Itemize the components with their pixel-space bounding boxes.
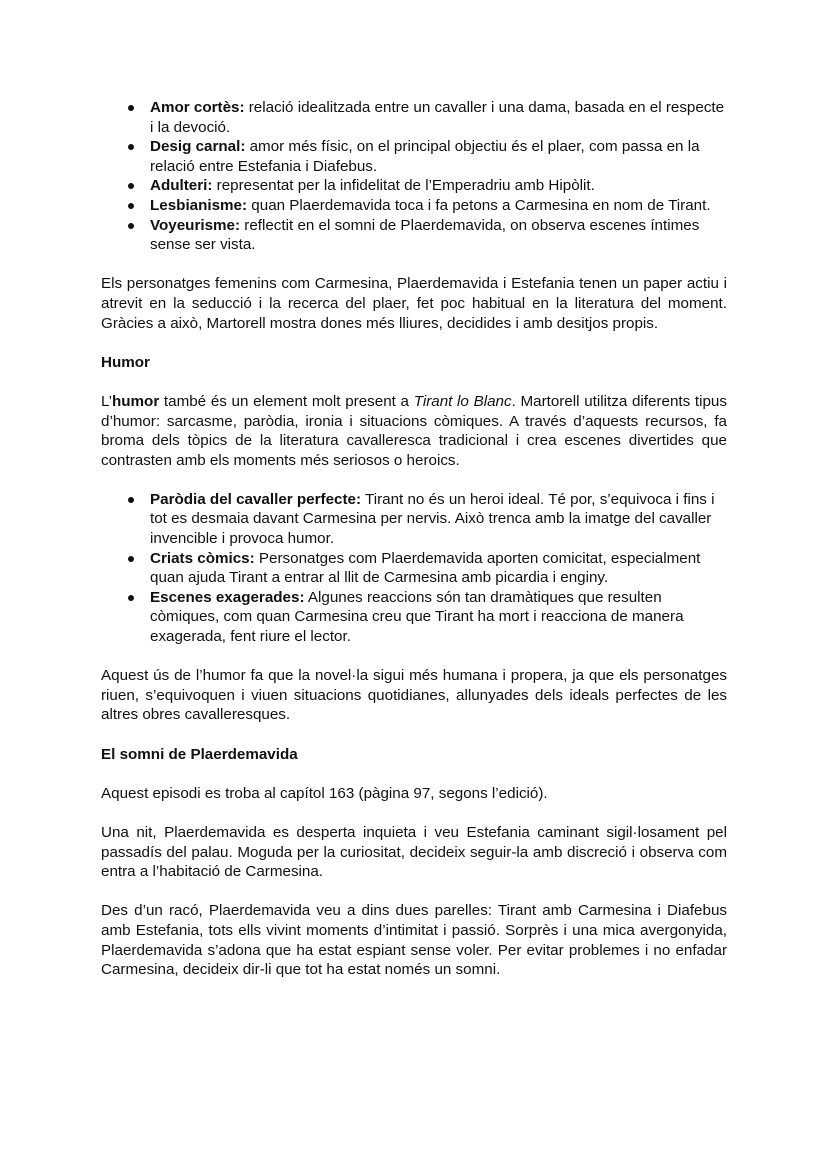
list-text: Personatges com Plaerdemavida aporten comicitat, especialment quan ajuda Tirant a entrar al llit de Carmesina amb picardia i enginy. [150, 549, 701, 587]
bullet-icon [128, 183, 134, 189]
list-text: relació idealitzada entre un cavaller i una dama, basada en el respecte i la devoció. [150, 99, 725, 136]
love-types-list [101, 98, 727, 255]
humor-types-list [101, 490, 727, 647]
paragraph-corner: Des d’un racó, Plaerdemavida veu a dins dues parelles: Tirant amb Carmesina i Diafebus amb Estefania, tots ells vivint moments d’intimitat i passió. Sorprès i una mica avergonyida, Plaerdemavida s’adona que ha estat espiant sense voler. Per evitar problemes i no enfadar Carmesina, decideix dir-li que tot ha estat només un somni. [101, 902, 727, 979]
heading-humor: Humor [101, 353, 150, 371]
text-span: també és un element molt present a [159, 392, 414, 410]
list-item [101, 216, 727, 255]
paragraph-night: Una nit, Plaerdemavida es desperta inquieta i veu Estefania caminant sigil·losament pel passadís del palau. Moguda per la curiositat, decideix seguir-la amb discreció i observa com entra a l’habitació de Carmesina. [101, 823, 727, 881]
list-text: amor més físic, on el principal objectiu és el plaer, com passa en la relació entre Estefania i Diafebus. [150, 138, 700, 175]
list-item [101, 549, 727, 588]
text-span: L’ [101, 392, 112, 410]
list-text: representat per la infidelitat de l’Emperadriu amb Hipòlit. [212, 177, 595, 195]
list-item [101, 196, 727, 216]
bullet-icon [128, 223, 134, 229]
list-term: Amor cortès: [150, 99, 245, 116]
heading-somni: El somni de Plaerdemavida [101, 745, 298, 763]
document-page [101, 98, 727, 980]
paragraph-humor-use: Aquest ús de l’humor fa que la novel·la sigui més humana i propera, ja que els personatges riuen, s’equivoquen i viuen situacions quotidianes, allunyades dels ideals perfectes de les altres obres cavalleresques. [101, 667, 727, 724]
list-term: Adulteri: [150, 177, 213, 195]
list-term: Escenes exagerades: [150, 588, 305, 606]
bullet-icon [128, 556, 134, 562]
paragraph-episode: Aquest episodi es troba al capítol 163 (pàgina 97, segons l’edició). [101, 784, 548, 802]
list-term: Voyeurisme: [150, 216, 241, 234]
list-term: Lesbianisme: [150, 196, 248, 214]
list-term: Paròdia del cavaller perfecte: [150, 490, 362, 508]
bullet-icon [128, 105, 134, 111]
list-text: reflectit en el somni de Plaerdemavida, on observa escenes íntimes sense ser vista. [150, 216, 700, 254]
book-title: Tirant lo Blanc [413, 392, 512, 410]
bullet-icon [128, 144, 134, 150]
bullet-icon [128, 203, 134, 209]
list-term: Criats còmics: [150, 549, 255, 567]
bullet-icon [128, 497, 134, 503]
paragraph-humor-intro [101, 392, 727, 470]
list-text: Tirant no és un heroi ideal. Té por, s’equivoca i fins i tot es desmaia davant Carmesina per nervis. Això trenca amb la imatge del cavaller invencible i provoca humor. [150, 490, 715, 548]
text-span: . Martorell utilitza diferents tipus d’humor: sarcasme, paròdia, ironia i situacions còmiques. A través d’aquests recursos, fa broma dels tòpics de la literatura cavalleresca tradicional i crea escenes divertides que contrasten amb els moments més seriosos o heroics. [101, 392, 727, 469]
list-item [101, 588, 727, 647]
bullet-icon [128, 595, 134, 601]
list-text: Algunes reaccions són tan dramàtiques que resulten còmiques, com quan Carmesina creu que Tirant ha mort i reacciona de manera exagerada, fent riure el lector. [150, 588, 684, 646]
paragraph-female-characters: Els personatges femenins com Carmesina, Plaerdemavida i Estefania tenen un paper actiu i atrevit en la seducció i la recerca del plaer, fet poc habitual en la literatura del moment. Gràcies a això, Martorell mostra dones més lliures, decidides i amb desitjos propis. [101, 275, 727, 332]
list-term: Desig carnal: [150, 138, 246, 156]
list-item [101, 490, 727, 549]
list-text: quan Plaerdemavida toca i fa petons a Carmesina en nom de Tirant. [247, 196, 711, 214]
bold-term: humor [111, 392, 160, 410]
list-item [101, 176, 727, 196]
list-item [101, 98, 727, 137]
list-item [101, 137, 727, 176]
